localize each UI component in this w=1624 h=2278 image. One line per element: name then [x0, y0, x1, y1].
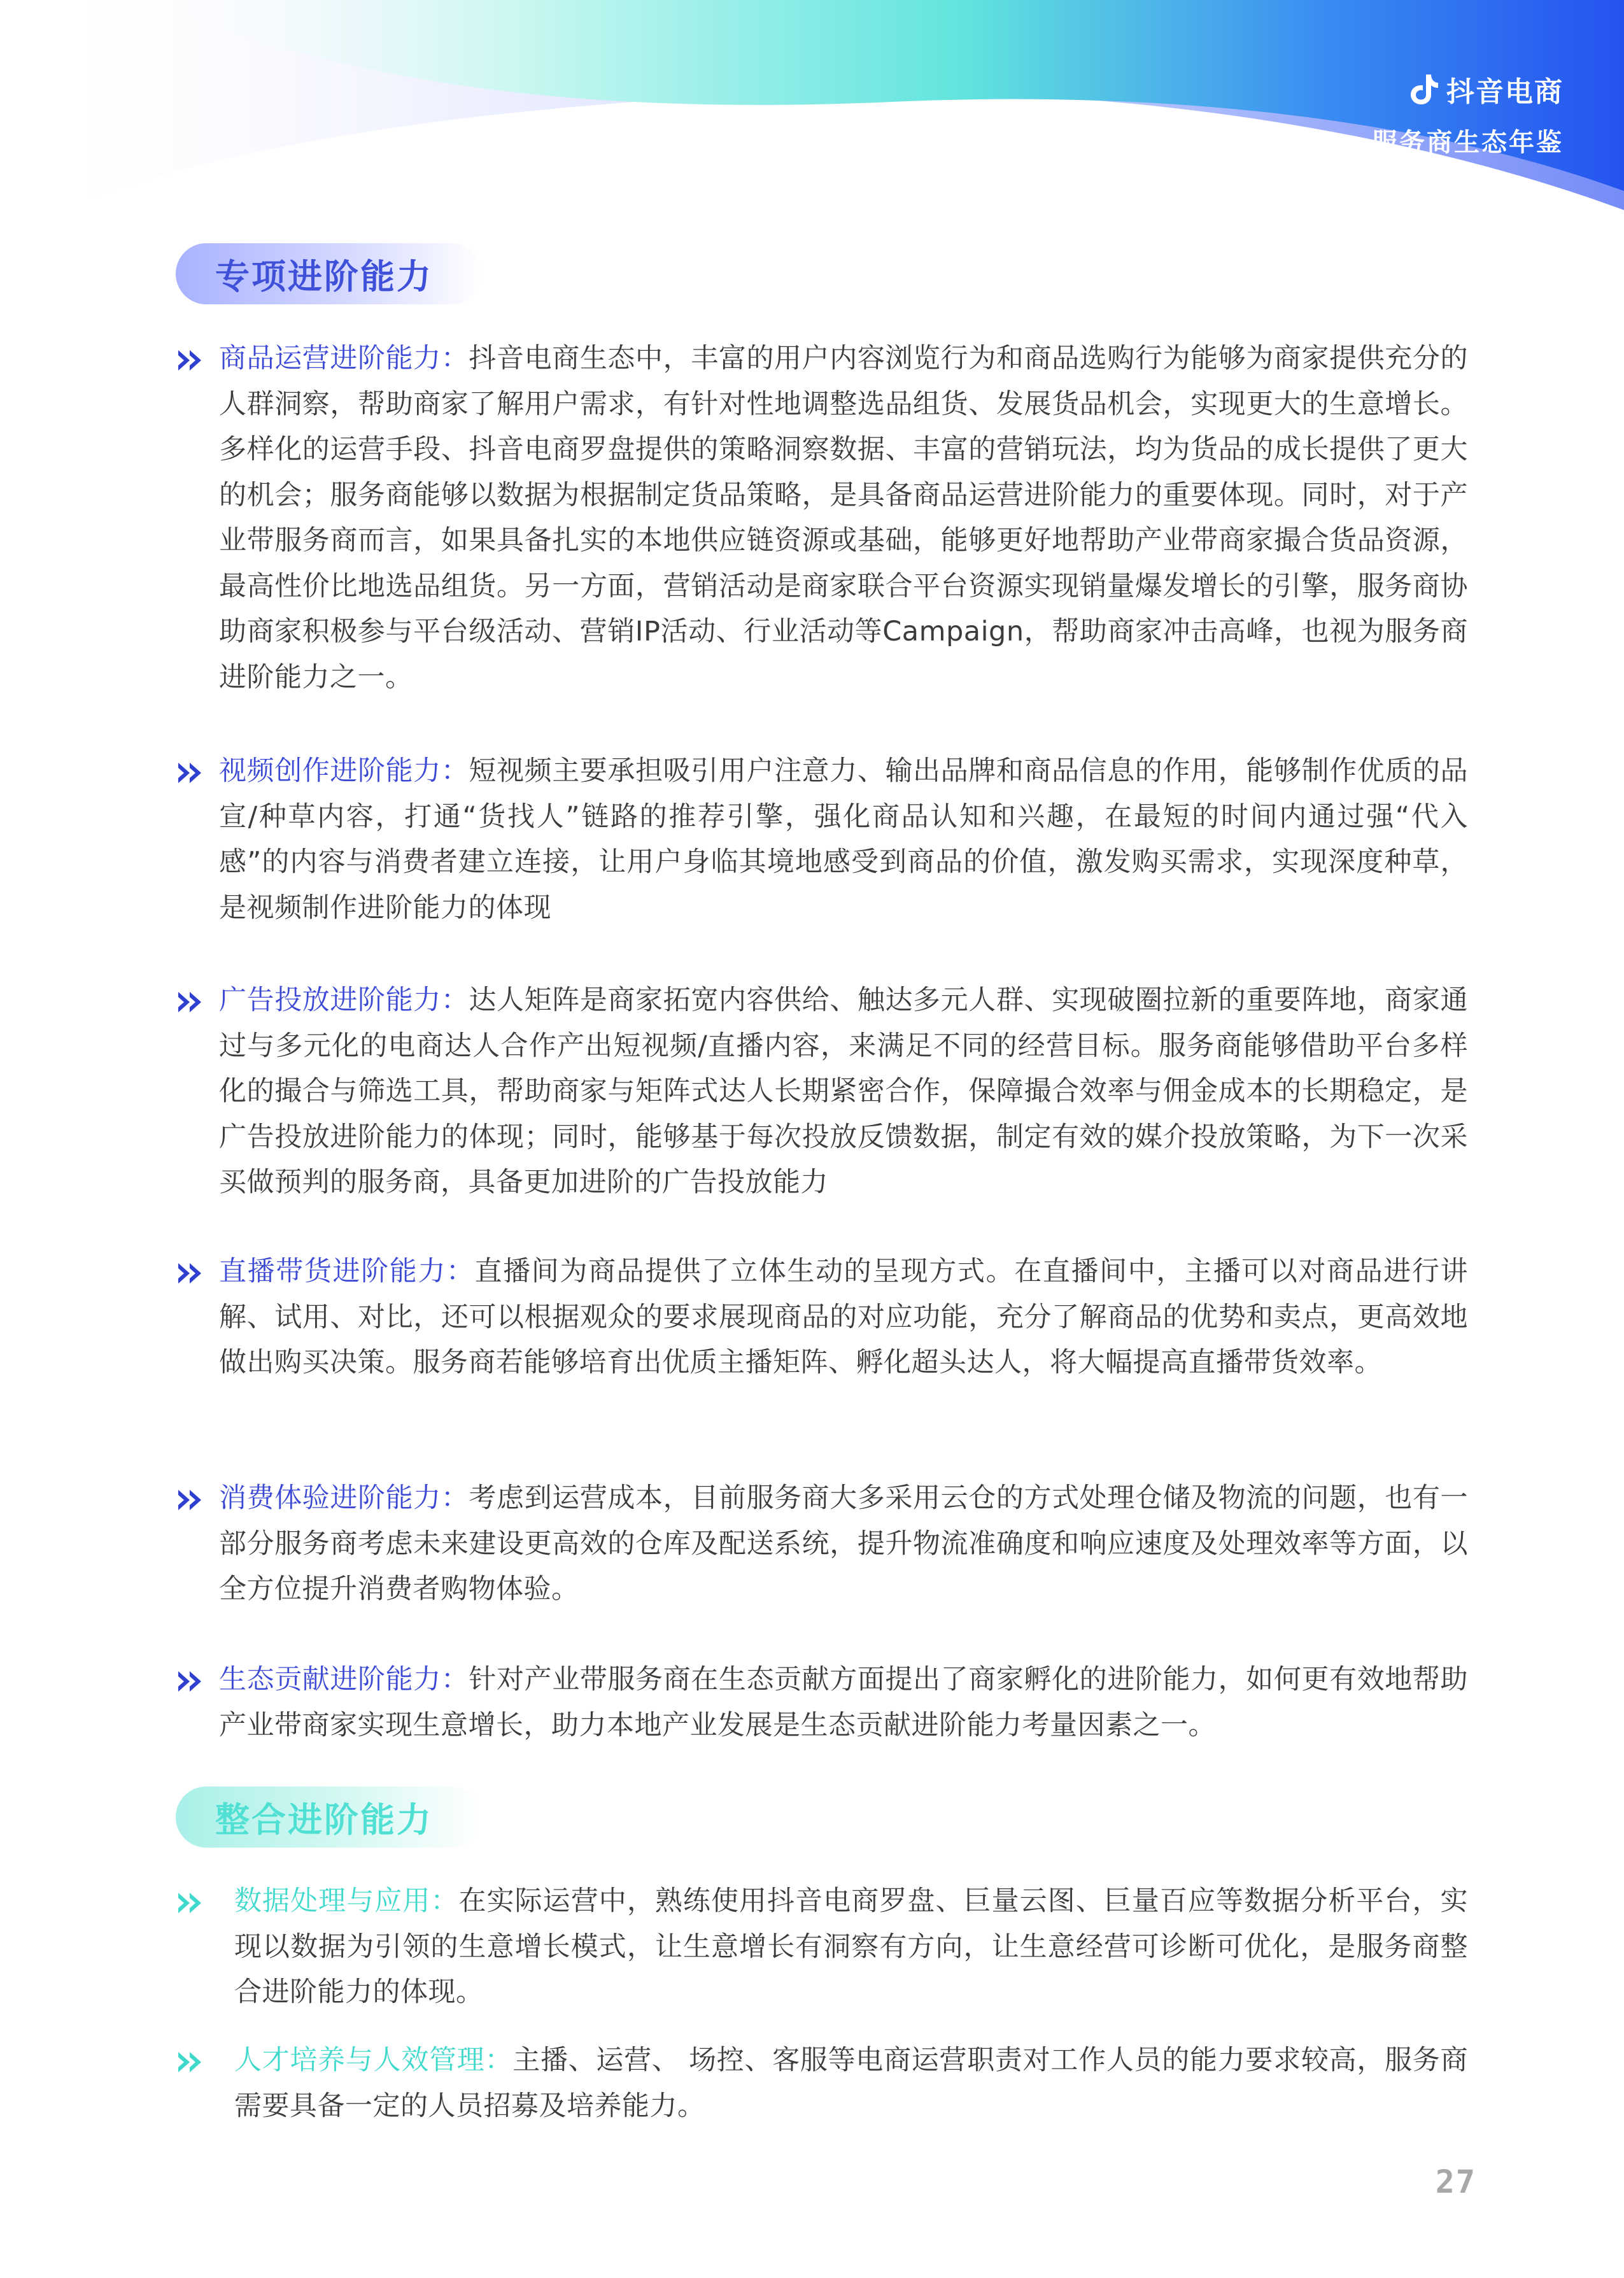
double-chevron-right-icon [176, 348, 208, 373]
double-chevron-right-icon [176, 1487, 208, 1513]
list-item [176, 978, 1468, 1206]
item-title: 视频创作进阶能力： [219, 755, 469, 787]
item-body: 针对产业带服务商在生态贡献方面提出了商家孵化的进阶能力，如何更有效地帮助产业带商家实现生意增长，助力本地产业发展是生态贡献进阶能力考量因素之一。 [219, 1664, 1469, 1741]
double-chevron-right-icon [176, 760, 208, 786]
item-title: 人才培养与人效管理： [234, 2044, 513, 2076]
item-title: 直播带货进阶能力： [219, 1256, 475, 1287]
double-chevron-right-icon [176, 1261, 208, 1286]
list-item [176, 1249, 1468, 1386]
list-item [176, 749, 1468, 931]
item-body: 达人矩阵是商家拓宽内容供给、触达多元人群、实现破圈拉新的重要阵地，商家通过与多元化的电商达人合作产出短视频/直播内容，来满足不同的经营目标。服务商能够借助平台多样化的撮合与筛选工具，帮助商家与矩阵式达人长期紧密合作，保障撮合效率与佣金成本的长期稳定，是广告投放进阶能力的体现；同时，能够基于每次投放反馈数据，制定有效的媒介投放策略，为下一次采买做预判的服务商，具备更加进阶的广告投放能力 [219, 984, 1469, 1198]
list-item [176, 336, 1468, 700]
item-body: 抖音电商生态中，丰富的用户内容浏览行为和商品选购行为能够为商家提供充分的人群洞察，帮助商家了解用户需求，有针对性地调整选品组货、发展货品机会，实现更大的生意增长。多样化的运营手段、抖音电商罗盘提供的策略洞察数据、丰富的营销玩法，均为货品的成长提供了更大的机会；服务商能够以数据为根据制定货品策略，是具备商品运营进阶能力的重要体现。同时，对于产业带服务商而言，如果具备扎实的本地供应链资源或基础，能够更好地帮助产业带商家撮合货品资源，最高性价比地选品组货。另一方面，营销活动是商家联合平台资源实现销量爆发增长的引擎，服务商协助商家积极参与平台级活动、营销IP活动、行业活动等Campaign，帮助商家冲击高峰，也视为服务商进阶能力之一。 [219, 343, 1469, 693]
double-chevron-right-icon [176, 1669, 208, 1694]
item-title: 数据处理与应用： [234, 1885, 459, 1917]
item-title: 广告投放进阶能力： [219, 984, 469, 1016]
item-body: 短视频主要承担吸引用户注意力、输出品牌和商品信息的作用，能够制作优质的品宣/种草内容，打通“货找人”链路的推荐引擎，强化商品认知和兴趣，在最短的时间内通过强“代入感”的内容与消费者建立连接，让用户身临其境地感受到商品的价值，激发购买需求，实现深度种草，是视频制作进阶能力的体现 [219, 755, 1469, 924]
brand-block [1372, 69, 1564, 159]
item-title: 商品运营进阶能力： [219, 343, 469, 374]
list-item [176, 1879, 1468, 2016]
list-item [176, 2038, 1468, 2129]
item-body: 考虑到运营成本，目前服务商大多采用云仓的方式处理仓储及物流的问题，也有一部分服务商考虑未来建设更高效的仓库及配送系统，提升物流准确度和响应速度及处理效率等方面，以全方位提升消费者购物体验。 [219, 1482, 1469, 1605]
double-chevron-right-icon [176, 2049, 208, 2075]
section-heading-special: 专项进阶能力 [176, 243, 481, 304]
item-body: 主播、运营、 场控、客服等电商运营职责对工作人员的能力要求较高，服务商需要具备一定的人员招募及培养能力。 [234, 2044, 1468, 2122]
item-body: 直播间为商品提供了立体生动的呈现方式。在直播间中，主播可以对商品进行讲解、试用、对比，还可以根据观众的要求展现商品的对应功能，充分了解商品的优势和卖点，更高效地做出购买决策。服务商若能够培育出优质主播矩阵、孵化超头达人，将大幅提高直播带货效率。 [219, 1256, 1468, 1378]
page-number: 27 [1435, 2163, 1476, 2200]
item-title: 消费体验进阶能力： [219, 1482, 469, 1514]
list-item [176, 1657, 1468, 1748]
item-body: 在实际运营中，熟练使用抖音电商罗盘、巨量云图、巨量百应等数据分析平台，实现以数据为引领的生意增长模式，让生意增长有洞察有方向，让生意经营可诊断可优化，是服务商整合进阶能力的体现。 [234, 1885, 1469, 2008]
brand-subtitle: 服务商生态年鉴 [1372, 128, 1564, 157]
brand-name: 抖音电商 [1446, 76, 1564, 108]
item-title: 生态贡献进阶能力： [219, 1664, 469, 1695]
double-chevron-right-icon [176, 1890, 208, 1916]
double-chevron-right-icon [176, 989, 208, 1015]
douyin-note-icon [1409, 73, 1439, 105]
list-item [176, 1476, 1468, 1613]
section-heading-integrated: 整合进阶能力 [176, 1786, 481, 1848]
